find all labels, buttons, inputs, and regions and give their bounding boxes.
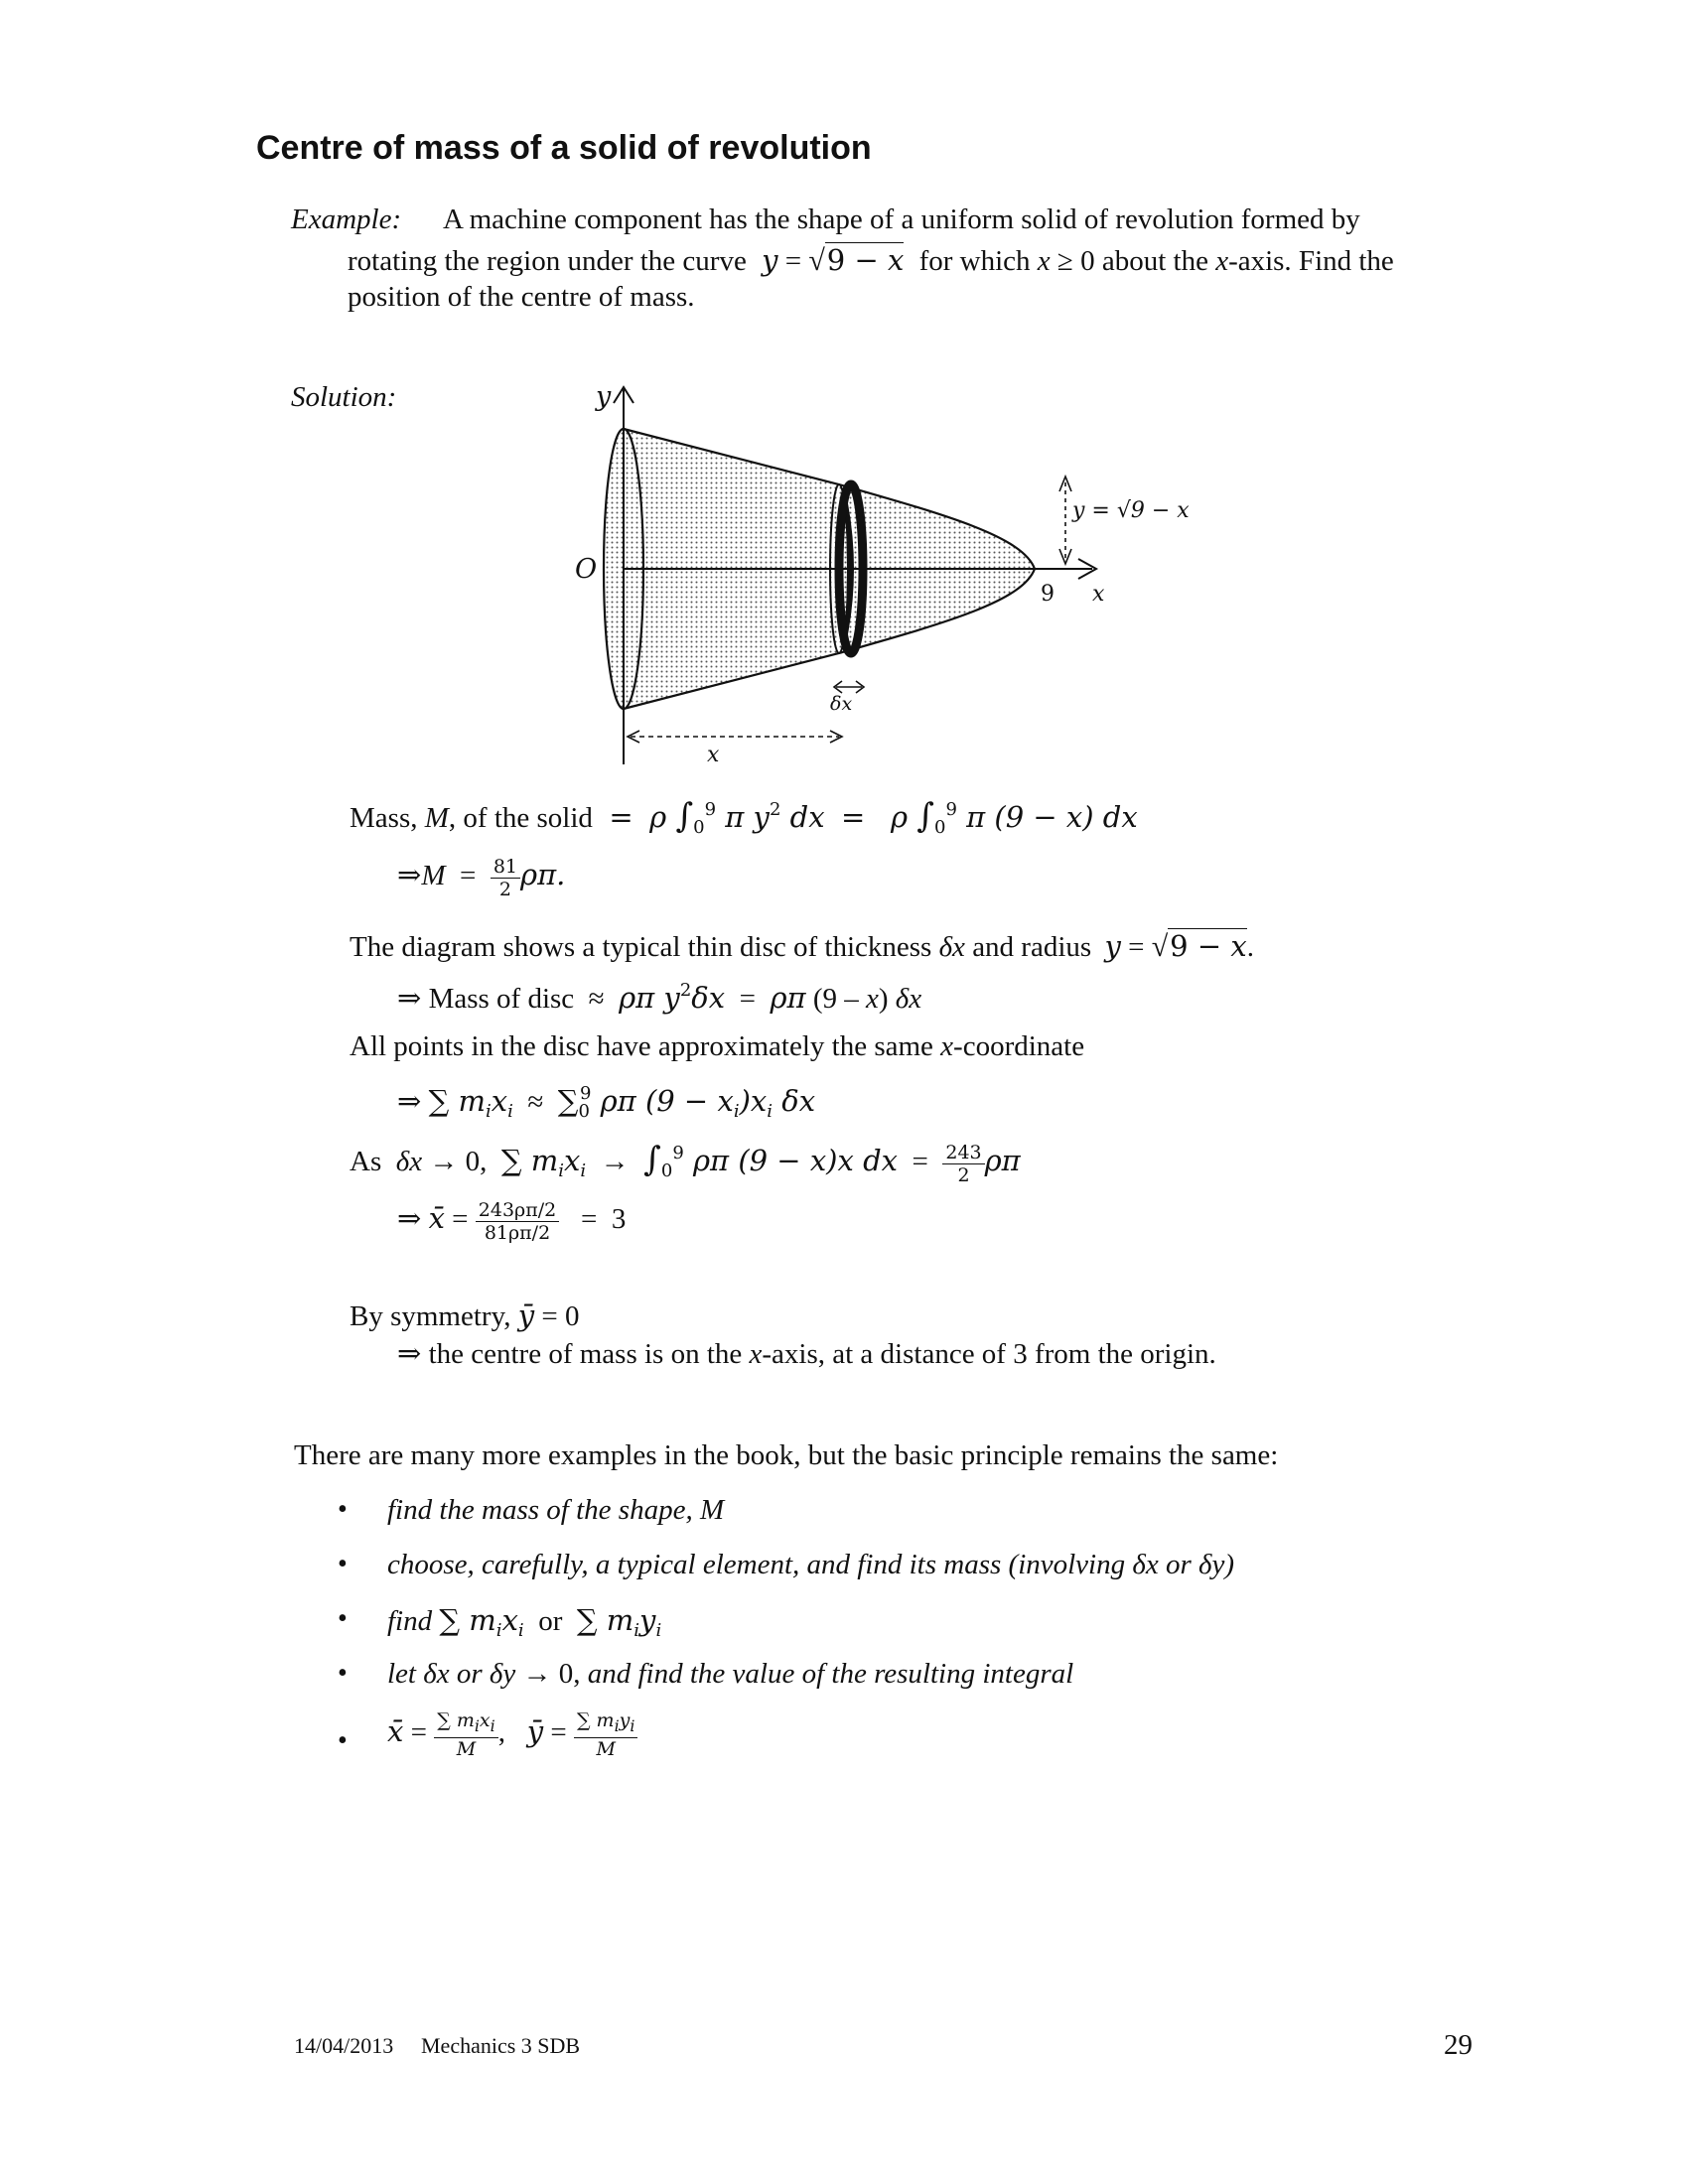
bullet-text-3: find ∑ $m_ix_i$ or ∑ $m_iy_i$ bbox=[387, 1603, 662, 1641]
bullet-5: • bbox=[338, 1725, 348, 1756]
bullet-text-2: choose, carefully, a typical element, and find its mass (involving δx or δy) bbox=[387, 1549, 1235, 1580]
page-number: 29 bbox=[1444, 2029, 1473, 2061]
mass-equation: Mass, M, of the solid = ρ $\int_0^9$ π $y^2$ dx = ρ $\int_0^9$ π (9 − x) dx bbox=[350, 796, 1138, 838]
fig-origin-label: O bbox=[575, 554, 598, 585]
example-label: Example: bbox=[291, 204, 402, 235]
limit-integral: As δx → 0, ∑ $m_ix_i \to \int_0^9$ ρπ (9 − x)x dx = $\frac{243}{2}$ ρπ bbox=[350, 1140, 1021, 1186]
fig-y-label: y bbox=[596, 381, 612, 412]
bullet-1: • bbox=[338, 1494, 348, 1525]
example-line-2: rotating the region under the curve y = √9 − x for which x ≥ 0 about the x-axis. Find the bbox=[348, 243, 1394, 277]
diagram-text: The diagram shows a typical thin disc of thickness δx and radius y = √9 − x. bbox=[350, 929, 1254, 963]
symmetry-text: By symmetry, ȳ = 0 bbox=[350, 1298, 580, 1332]
conclusion-text: ⇒ the centre of mass is on the x-axis, at a distance of 3 from the origin. bbox=[397, 1338, 1216, 1370]
fig-dx-label: δx bbox=[830, 693, 853, 715]
fig-curve-label: y = √9 − x bbox=[1072, 498, 1190, 523]
example-line-1: A machine component has the shape of a uniform solid of revolution formed by bbox=[443, 204, 1360, 235]
bullet-text-1: find the mass of the shape, M bbox=[387, 1494, 725, 1526]
solution-label: Solution: bbox=[291, 381, 397, 413]
principle-text: There are many more examples in the book, but the basic principle remains the same: bbox=[294, 1439, 1279, 1471]
bullet-4: • bbox=[338, 1658, 348, 1689]
mass-of-disc: ⇒ Mass of disc ≈ ρπ $y^2\delta x = \rho\pi$ (9 – x) δx bbox=[397, 980, 922, 1015]
footer-date: 14/04/2013 bbox=[294, 2033, 394, 2058]
solid-of-revolution-diagram bbox=[556, 377, 1201, 774]
fig-x-axis-label: x bbox=[1092, 582, 1105, 607]
all-points-text: All points in the disc have approximately the same x-coordinate bbox=[350, 1030, 1085, 1062]
fig-nine-label: 9 bbox=[1041, 582, 1055, 607]
bullet-2: • bbox=[338, 1549, 348, 1579]
example-line-3: position of the centre of mass. bbox=[348, 281, 695, 313]
page-title: Centre of mass of a solid of revolution bbox=[256, 129, 872, 167]
bullet-text-5: x̄ = $\frac{\sum m_ix_i}{M}$ , ȳ = $\frac{\sum m_iy_i}{M}$ bbox=[387, 1709, 637, 1760]
bullet-text-4: let δx or δy → 0, and find the value of the resulting integral bbox=[387, 1658, 1074, 1690]
bullet-3: • bbox=[338, 1603, 348, 1634]
sum-approx: ⇒ ∑ $m_ix_i \approx \sum_0^9$ ρπ $(9 - x_i)x_i$ δx bbox=[397, 1083, 816, 1122]
mass-result: ⇒M = $\frac{81}{2}$ ρπ. bbox=[397, 856, 566, 900]
fig-x-distance-label: x bbox=[707, 743, 720, 767]
footer-course: Mechanics 3 SDB bbox=[421, 2033, 581, 2058]
xbar-result: ⇒ x̄ = $\frac{243\rho\pi/2}{81\rho\pi/2}$ = 3 bbox=[397, 1199, 627, 1244]
